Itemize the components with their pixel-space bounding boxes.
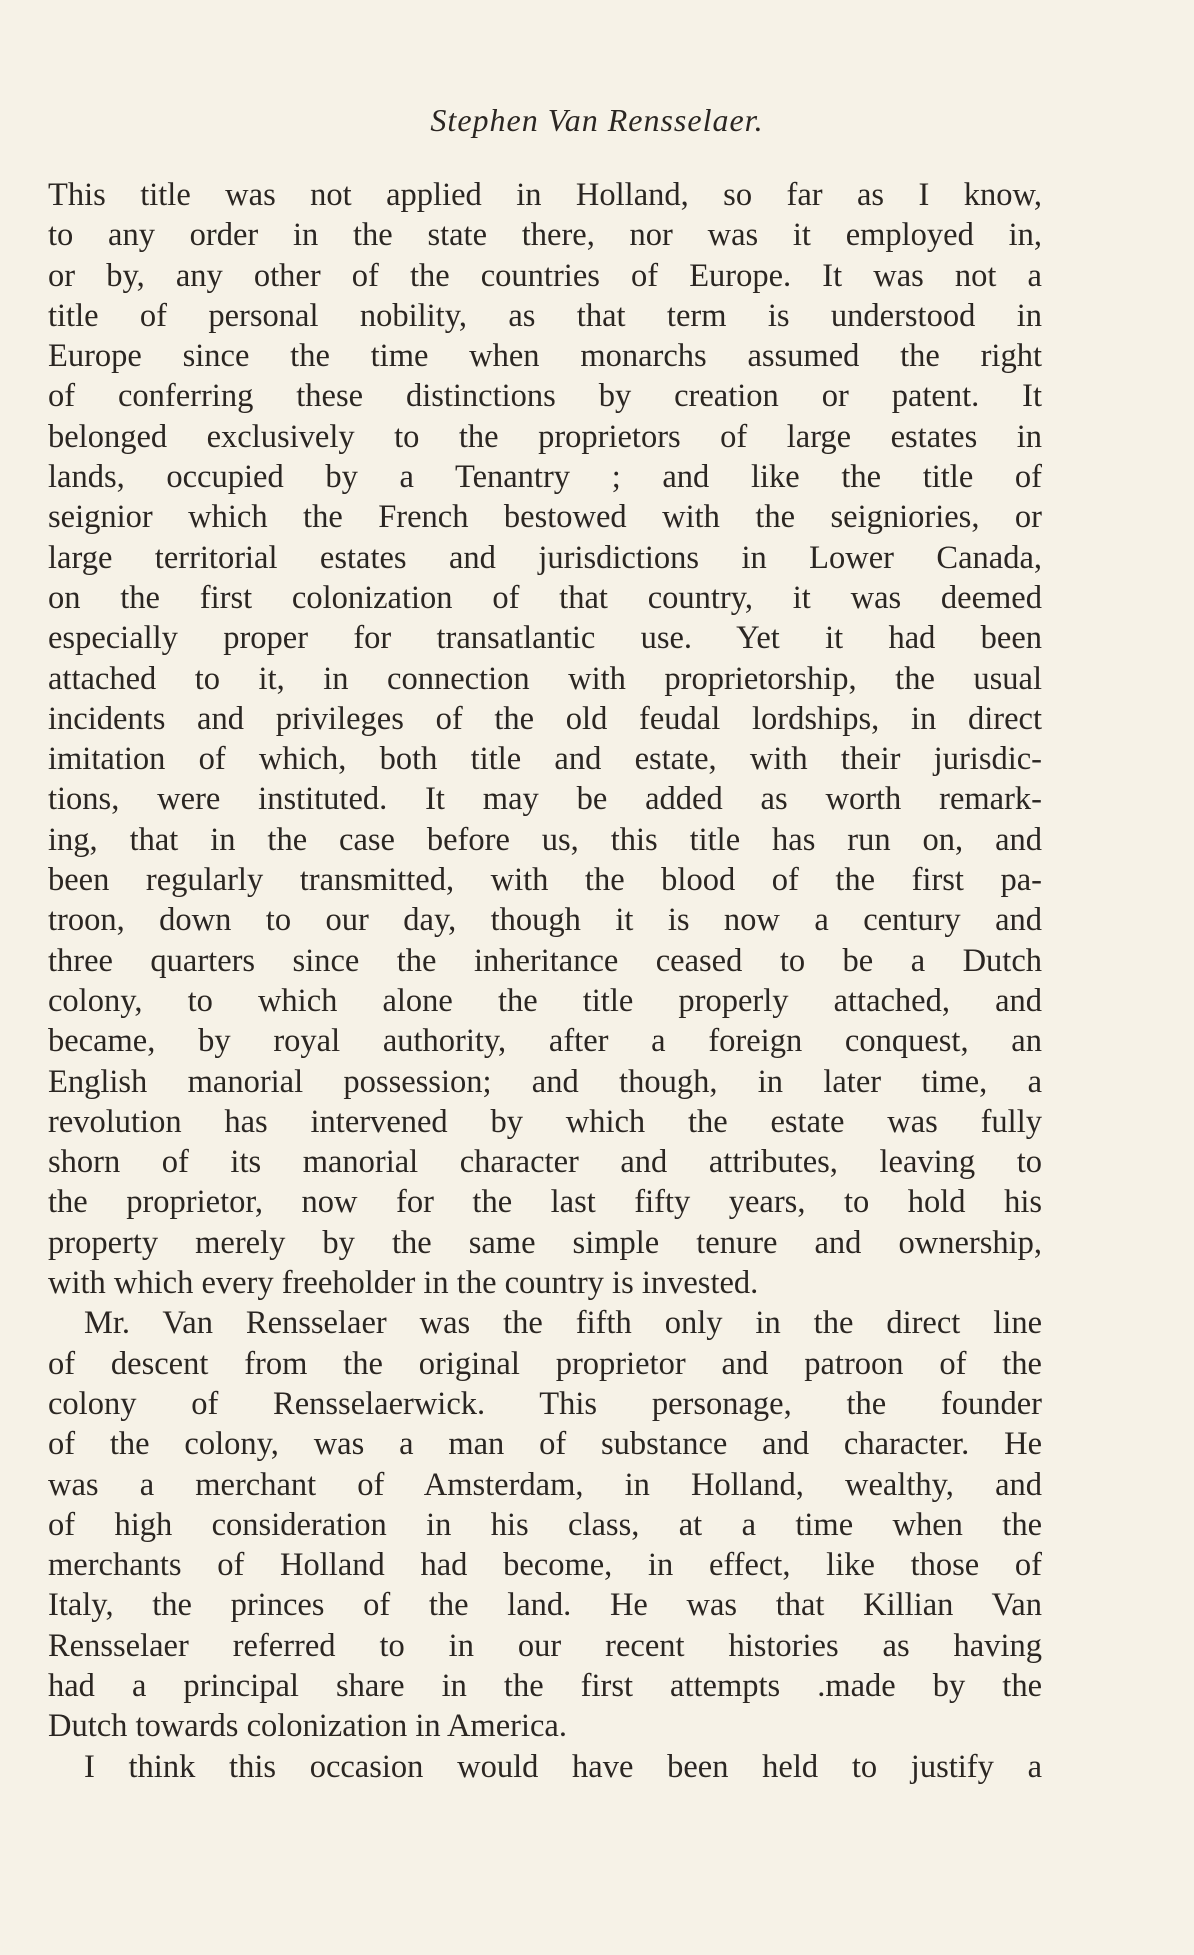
body-text: [48, 175, 1042, 1787]
text-line: Rensselaer referred to in our recent histories as having: [48, 1627, 1042, 1664]
text-line: to any order in the state there, nor was it employed in,: [48, 217, 1042, 254]
text-line: the proprietor, now for the last fifty years, to hold his: [48, 1184, 1042, 1221]
text-line: three quarters since the inheritance ceased to be a Dutch: [48, 942, 1042, 979]
text-line: property merely by the same simple tenure and ownership,: [48, 1224, 1042, 1261]
text-line: especially proper for transatlantic use. Yet it had been: [48, 620, 1042, 657]
text-line: lands, occupied by a Tenantry ; and like the title of: [48, 459, 1042, 496]
text-line: seignior which the French bestowed with the seigniories, or: [48, 499, 1042, 536]
text-line: merchants of Holland had become, in effect, like those of: [48, 1547, 1042, 1584]
text-line: tions, were instituted. It may be added as worth remark-: [48, 781, 1042, 818]
text-line: shorn of its manorial character and attributes, leaving to: [48, 1144, 1042, 1181]
text-line: Italy, the princes of the land. He was that Killian Van: [48, 1587, 1042, 1624]
text-line: title of personal nobility, as that term is understood in: [48, 297, 1042, 334]
text-line: of descent from the original proprietor and patroon of the: [48, 1345, 1042, 1382]
text-line: colony, to which alone the title properly attached, and: [48, 982, 1042, 1019]
running-head: Stephen Van Rensselaer.: [430, 102, 764, 138]
text-line: had a principal share in the first attempts .made by the: [48, 1667, 1042, 1704]
text-line: revolution has intervened by which the estate was fully: [48, 1103, 1042, 1140]
text-line: on the first colonization of that country, it was deemed: [48, 579, 1042, 616]
text-line: of conferring these distinctions by creation or patent. It: [48, 378, 1042, 415]
text-line: of the colony, was a man of substance and character. He: [48, 1426, 1042, 1463]
text-line: was a merchant of Amsterdam, in Holland, wealthy, and: [48, 1466, 1042, 1503]
text-line: attached to it, in connection with proprietorship, the usual: [48, 660, 1042, 697]
text-line: been regularly transmitted, with the blood of the first pa-: [48, 862, 1042, 899]
text-line: ing, that in the case before us, this title has run on, and: [48, 821, 1042, 858]
text-line: Dutch towards colonization in America.: [48, 1708, 567, 1745]
text-line: of high consideration in his class, at a time when the: [48, 1506, 1042, 1543]
text-line: or by, any other of the countries of Europe. It was not a: [48, 257, 1042, 294]
text-line: became, by royal authority, after a foreign conquest, an: [48, 1023, 1042, 1060]
text-line: large territorial estates and jurisdictions in Lower Canada,: [48, 539, 1042, 576]
text-line: colony of Rensselaerwick. This personage, the founder: [48, 1385, 1042, 1422]
text-line: incidents and privileges of the old feudal lordships, in direct: [48, 700, 1042, 737]
text-line: English manorial possession; and though, in later time, a: [48, 1063, 1042, 1100]
text-line: I think this occasion would have been held to justify a: [84, 1748, 1042, 1785]
text-line: belonged exclusively to the proprietors of large estates in: [48, 418, 1042, 455]
text-line: with which every freeholder in the country is invested.: [48, 1265, 759, 1302]
text-line: imitation of which, both title and estate, with their jurisdic-: [48, 741, 1042, 778]
text-line: Mr. Van Rensselaer was the fifth only in the direct line: [84, 1305, 1042, 1342]
text-line: Europe since the time when monarchs assumed the right: [48, 338, 1042, 375]
text-line: This title was not applied in Holland, so far as I know,: [48, 177, 1042, 213]
text-line: troon, down to our day, though it is now a century and: [48, 902, 1042, 939]
